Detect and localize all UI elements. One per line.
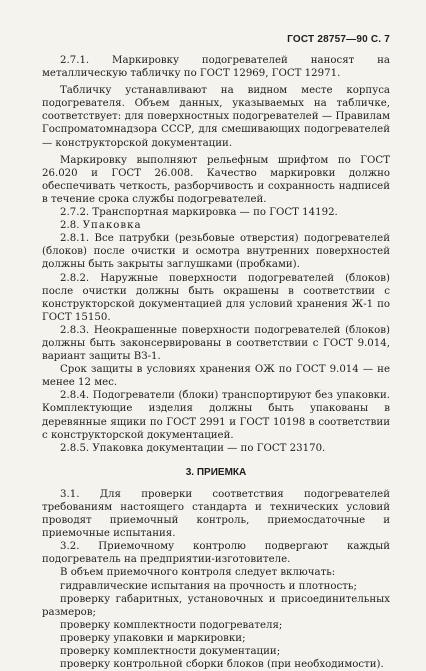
section-title: 3. ПРИЕМКА xyxy=(185,466,247,478)
paragraph-2-7-1: 2.7.1. Маркировку подогревателей наносят на металлическую табличку по ГОСТ 12969, ГОСТ 12971. xyxy=(42,55,390,80)
list-item: гидравлические испытания на прочность и плотность; xyxy=(60,580,357,592)
subsection-2-8 xyxy=(42,219,390,232)
paragraph-protection-term: Срок защиты в условиях хранения ОЖ по ГОСТ 9.014 — не менее 12 мес. xyxy=(42,364,390,389)
paragraph-2-8-1: 2.8.1. Все патрубки (резьбовые отверстия) подогревателей (блоков) после очистки и осмотра внутренних поверхностей должны быть закрыты заглушками (пробками). xyxy=(42,233,390,271)
list-item: проверку упаковки и маркировки; xyxy=(60,632,246,644)
subsection-title: Упаковка xyxy=(82,220,142,232)
paragraph-2-8-2: 2.8.2. Наружные поверхности подогревателей (блоков) после очистки должны быть окрашены в соответствии с конструкторской документацией для условий хранения Ж-1 по ГОСТ 15150. xyxy=(42,272,390,323)
list-item: проверку контрольной сборки блоков (при необходимости). xyxy=(60,659,384,671)
subsection-number: 2.8. xyxy=(60,220,83,232)
paragraph-3-2: 3.2. Приемочному контролю подвергают каждый подогреватель на предприятии-изготовителе. xyxy=(42,541,390,566)
paragraph-2-8-3: 2.8.3. Неокрашенные поверхности подогревателей (блоков) должны быть законсервированы в соответствии с ГОСТ 9.014, вариант защиты ВЗ-1. xyxy=(42,324,390,363)
list-item: проверку комплектности подогревателя; xyxy=(60,619,283,631)
list-item: проверку комплектности документации; xyxy=(60,646,281,658)
paragraph-2-8-5: 2.8.5. Упаковка документации — по ГОСТ 23170. xyxy=(60,442,326,454)
paragraph-2-8-4: 2.8.4. Подогреватели (блоки) транспортируют без упаковки. Комплектующие изделия должны быть упакованы в деревянные ящики по ГОСТ 2991 и ГОСТ 10198 в соответствии с конструкторской документацией. xyxy=(42,390,390,441)
paragraph-control-scope: В объем приемочного контроля следует включать: xyxy=(60,567,336,579)
page-header: ГОСТ 28757—90 С. 7 xyxy=(287,34,390,45)
paragraph-marking-method: Маркировку выполняют рельефным шрифтом по ГОСТ 26.020 и ГОСТ 26.008. Качество маркировки должно обеспечивать четкость, разборчивость и сохранность надписей в течение срока службы подогревателей. xyxy=(42,154,390,205)
paragraph-3-1: 3.1. Для проверки соответствия подогревателей требованиям настоящего стандарта и технических условий проводят приемочный контроль, приемосдаточные и приемочные испытания. xyxy=(42,488,390,540)
document-body xyxy=(42,54,390,671)
list-item: проверку габаритных, установочных и присоединительных размеров; xyxy=(42,593,390,618)
paragraph-2-7-2: 2.7.2. Транспортная маркировка — по ГОСТ 14192. xyxy=(60,207,338,219)
paragraph-2-7-1-continued: Табличку устанавливают на видном месте корпуса подогревателя. Объем данных, указываемых на табличке, соответствует: для поверхностных подогревателей — Правилам Госпроматомнадзора СССР, для смешивающих подогревателей — конструкторской документации. xyxy=(42,85,390,149)
